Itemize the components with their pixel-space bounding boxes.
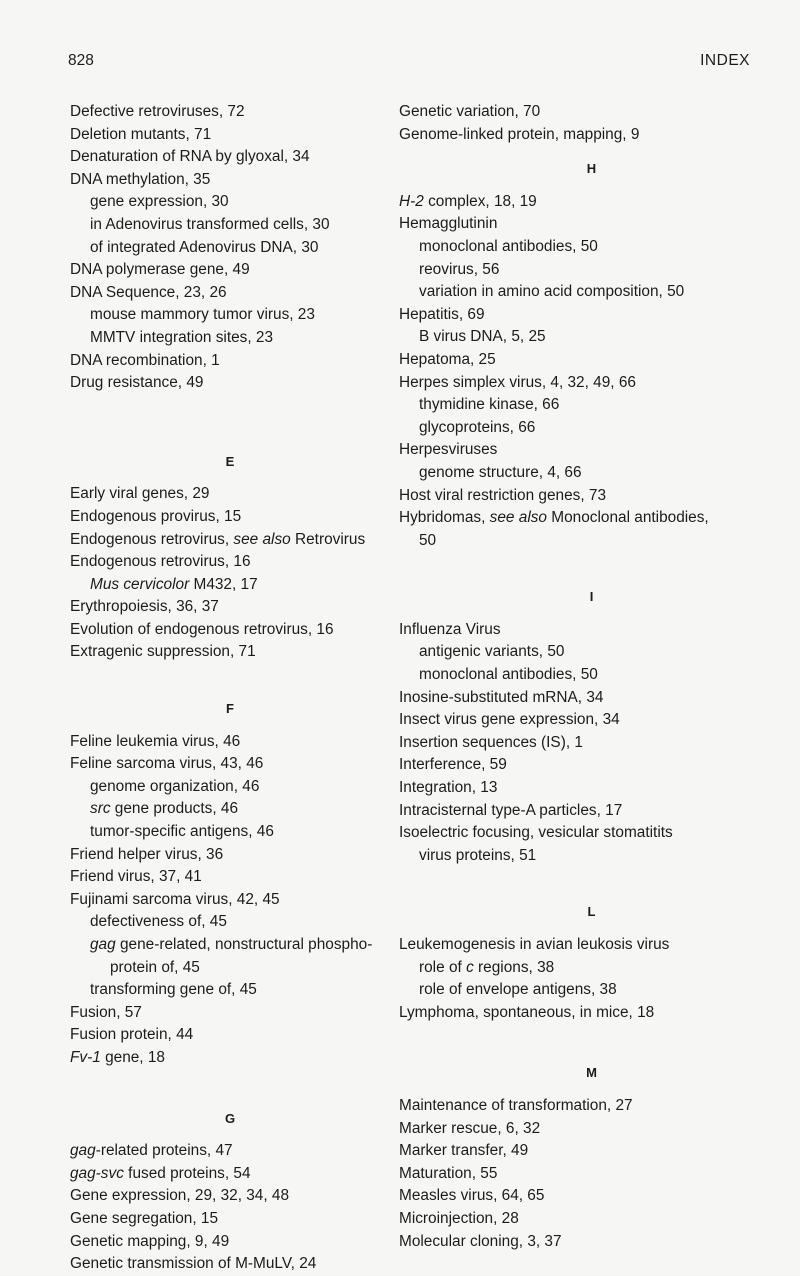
entry-text: Fujinami sarcoma virus, 42, 45 [70, 890, 280, 908]
entry-text: Host viral restriction genes, 73 [399, 486, 607, 504]
index-subentry [70, 979, 400, 1002]
entry-text: Evolution of endogenous retrovirus, 16 [70, 620, 334, 638]
entry-text: Deletion mutants, 71 [70, 125, 212, 143]
entry-italic-text: gag [90, 936, 116, 953]
index-entry [70, 350, 400, 373]
index-entry [70, 1140, 400, 1163]
page-header [68, 52, 750, 76]
entry-text: Genetic transmission of M-MuLV, 24 [70, 1255, 317, 1273]
entry-italic-text: src [90, 800, 111, 818]
entry-text: defectiveness of, 45 [90, 913, 227, 931]
index-subentry [399, 957, 794, 980]
entry-italic-text: Fv-1 [70, 1048, 101, 1066]
entry-text: Gene segregation, 15 [70, 1209, 219, 1227]
index-column-left [70, 101, 400, 1276]
section-spacer [399, 1085, 794, 1095]
entry-text: Friend virus, 37, 41 [70, 868, 202, 886]
entry-text-after: gene, 18 [100, 1048, 165, 1066]
entry-text: role of [419, 958, 467, 976]
index-entry-continuation [70, 957, 400, 980]
index-entry [399, 1140, 794, 1163]
index-subentry [399, 259, 794, 282]
index-entry [70, 753, 400, 776]
section-letter-heading: F [226, 701, 234, 717]
index-entry [399, 732, 794, 755]
entry-text: genome organization, 46 [90, 777, 260, 795]
section-letter-heading: I [589, 589, 594, 605]
entry-italic-text: see also [233, 530, 291, 548]
index-subentry [399, 530, 794, 553]
index-subentry [70, 574, 400, 597]
index-entry [70, 731, 400, 754]
entry-text: 50 [419, 531, 437, 549]
entry-text: Early viral genes, 29 [70, 485, 210, 503]
entry-text: DNA Sequence, 23, 26 [70, 283, 227, 301]
entry-text: Marker rescue, 6, 32 [399, 1119, 541, 1137]
entry-italic-text: gag-svc [70, 1164, 124, 1182]
index-entry [399, 709, 794, 732]
index-entry [399, 619, 794, 642]
index-entry [399, 1163, 794, 1186]
entry-text: genome structure, 4, 66 [419, 463, 582, 481]
index-entry [70, 282, 400, 305]
entry-text-after: M432, 17 [189, 575, 258, 593]
index-subentry [399, 394, 794, 417]
index-entry [70, 372, 400, 395]
entry-text: variation in amino acid composition, 50 [419, 283, 685, 301]
entry-text: Microinjection, 28 [399, 1209, 519, 1227]
page-number: 828 [68, 52, 94, 69]
section-spacer [70, 1130, 400, 1140]
index-entry [399, 754, 794, 777]
index-entry [399, 507, 794, 530]
index-subentry [399, 664, 794, 687]
section-spacer [70, 721, 400, 731]
entry-text: monoclonal antibodies, 50 [419, 237, 598, 255]
index-subentry [70, 327, 400, 350]
entry-text: transforming gene of, 45 [90, 981, 257, 999]
entry-text: Leukemogenesis in avian leukosis virus [399, 936, 670, 953]
entry-text: tumor-specific antigens, 46 [90, 823, 274, 841]
index-entry [70, 1208, 400, 1231]
section-spacer [70, 664, 400, 698]
entry-text: Measles virus, 64, 65 [399, 1187, 545, 1205]
entry-text: MMTV integration sites, 23 [90, 328, 274, 346]
entry-text: Intracisternal type-A particles, 17 [399, 801, 623, 819]
entry-text: Defective retroviruses, 72 [70, 103, 245, 120]
entry-text: Herpes simplex virus, 4, 32, 49, 66 [399, 373, 636, 391]
entry-text-after: gene products, 46 [110, 800, 239, 818]
entry-text: Fusion protein, 44 [70, 1026, 194, 1044]
entry-text: DNA polymerase gene, 49 [70, 261, 250, 279]
entry-text: Herpesviruses [399, 441, 498, 459]
entry-text: Drug resistance, 49 [70, 374, 204, 392]
index-entry [70, 259, 400, 282]
index-entry [399, 485, 794, 508]
entry-text: B virus DNA, 5, 25 [419, 328, 546, 346]
index-entry [70, 483, 400, 506]
entry-text: Inosine-substituted mRNA, 34 [399, 688, 604, 706]
entry-text: Isoelectric focusing, vesicular stomatitits [399, 824, 673, 842]
section-letter-heading: H [586, 161, 597, 177]
index-entry [399, 800, 794, 823]
index-entry [399, 1185, 794, 1208]
index-entry [399, 101, 794, 124]
entry-text: Marker transfer, 49 [399, 1142, 529, 1160]
index-entry [399, 934, 794, 957]
index-subentry [399, 236, 794, 259]
entry-italic-text: see also [489, 509, 547, 527]
index-entry [70, 146, 400, 169]
index-entry [399, 372, 794, 395]
index-entry [70, 1024, 400, 1047]
index-subentry [70, 776, 400, 799]
index-entry [399, 687, 794, 710]
index-subentry [70, 934, 400, 957]
entry-text: Interference, 59 [399, 756, 507, 774]
index-entry [70, 596, 400, 619]
section-spacer [399, 609, 794, 619]
entry-text-after: gene-related, nonstructural phospho- [115, 936, 373, 953]
entry-italic-text: Mus cervicolor [90, 575, 190, 593]
index-entry [399, 304, 794, 327]
index-entry [70, 1047, 400, 1070]
index-entry [70, 1253, 400, 1276]
section-spacer [399, 146, 794, 158]
section-letter-heading: L [587, 904, 596, 920]
entry-text: Fusion, 57 [70, 1003, 142, 1021]
section-spacer [70, 473, 400, 483]
entry-text: virus proteins, 51 [419, 846, 537, 864]
entry-text: Genome-linked protein, mapping, 9 [399, 125, 640, 143]
entry-text: Influenza Virus [399, 620, 501, 638]
entry-text: Hybridomas, [399, 509, 490, 527]
entry-text-after: regions, 38 [473, 958, 555, 976]
index-entry [399, 1208, 794, 1231]
entry-text: monoclonal antibodies, 50 [419, 666, 598, 684]
section-letter-heading: M [586, 1065, 597, 1081]
index-entry [399, 349, 794, 372]
entry-text: Friend helper virus, 36 [70, 845, 224, 863]
entry-text: Endogenous retrovirus, 16 [70, 553, 251, 571]
index-entry [399, 1231, 794, 1254]
index-entry [399, 439, 794, 462]
entry-text: Feline leukemia virus, 46 [70, 732, 241, 750]
index-subentry [70, 821, 400, 844]
index-entry [399, 124, 794, 147]
entry-italic-text: H-2 [399, 192, 424, 210]
entry-text: Hepatitis, 69 [399, 305, 485, 323]
index-entry [70, 889, 400, 912]
entry-text: thymidine kinase, 66 [419, 396, 560, 414]
index-subentry [399, 845, 794, 868]
index-entry [399, 191, 794, 214]
index-subentry [399, 326, 794, 349]
entry-text-after: complex, 18, 19 [423, 192, 537, 210]
index-entry [70, 551, 400, 574]
entry-text: Maintenance of transformation, 27 [399, 1096, 633, 1114]
index-entry [70, 169, 400, 192]
entry-text-after: Monoclonal antibodies, [547, 509, 709, 527]
entry-text: Genetic variation, 70 [399, 103, 541, 120]
entry-text: Lymphoma, spontaneous, in mice, 18 [399, 1003, 655, 1021]
running-head: INDEX [700, 52, 750, 69]
entry-text: Integration, 13 [399, 779, 498, 797]
index-entry [70, 1185, 400, 1208]
index-entry [70, 844, 400, 867]
section-spacer [399, 924, 794, 934]
index-entry [70, 506, 400, 529]
entry-text: Gene expression, 29, 32, 34, 48 [70, 1187, 290, 1205]
section-spacer [399, 181, 794, 191]
entry-italic-text: gag [70, 1142, 96, 1160]
section-spacer [399, 1024, 794, 1062]
index-entry [70, 124, 400, 147]
entry-text: Endogenous retrovirus, [70, 530, 234, 548]
entry-text-after: -related proteins, 47 [95, 1142, 233, 1160]
index-entry [399, 777, 794, 800]
index-entry [70, 866, 400, 889]
index-entry [70, 1231, 400, 1254]
index-column-right [399, 101, 794, 1253]
entry-italic-text: c [466, 958, 474, 976]
entry-text: of integrated Adenovirus DNA, 30 [90, 238, 319, 256]
index-entry [399, 1002, 794, 1025]
section-spacer [70, 1070, 400, 1108]
entry-text: Hepatoma, 25 [399, 350, 496, 368]
index-subentry [399, 979, 794, 1002]
section-spacer [399, 867, 794, 901]
entry-text: Feline sarcoma virus, 43, 46 [70, 755, 264, 773]
entry-text: protein of, 45 [110, 958, 200, 976]
entry-text: Maturation, 55 [399, 1164, 498, 1182]
index-subentry [70, 911, 400, 934]
entry-text: antigenic variants, 50 [419, 643, 565, 661]
index-subentry [70, 798, 400, 821]
entry-text: Denaturation of RNA by glyoxal, 34 [70, 148, 310, 166]
entry-text: Insertion sequences (IS), 1 [399, 733, 583, 751]
entry-text-after: Retrovirus [290, 530, 366, 548]
index-subentry [399, 462, 794, 485]
section-letter-heading: E [225, 453, 235, 469]
entry-text: glycoproteins, 66 [419, 418, 536, 436]
section-spacer [399, 552, 794, 586]
entry-text: mouse mammory tumor virus, 23 [90, 306, 315, 324]
entry-text: Molecular cloning, 3, 37 [399, 1232, 562, 1250]
index-entry [70, 529, 400, 552]
index-subentry [399, 417, 794, 440]
index-entry [70, 101, 400, 124]
index-subentry [399, 641, 794, 664]
entry-text-after: fused proteins, 54 [123, 1164, 251, 1182]
index-subentry [70, 214, 400, 237]
entry-text: Erythropoiesis, 36, 37 [70, 598, 219, 616]
entry-text: Insect virus gene expression, 34 [399, 711, 620, 729]
index-subentry [70, 237, 400, 260]
entry-text: gene expression, 30 [90, 193, 229, 211]
entry-text: Genetic mapping, 9, 49 [70, 1232, 230, 1250]
entry-text: role of envelope antigens, 38 [419, 981, 617, 999]
index-subentry [70, 191, 400, 214]
index-entry [70, 1163, 400, 1186]
entry-text: in Adenovirus transformed cells, 30 [90, 215, 330, 233]
index-entry [70, 1002, 400, 1025]
index-entry [70, 641, 400, 664]
index-entry [399, 822, 794, 845]
index-entry [399, 1095, 794, 1118]
index-entry [70, 619, 400, 642]
entry-text: Extragenic suppression, 71 [70, 643, 256, 661]
entry-text: Endogenous provirus, 15 [70, 507, 242, 525]
entry-text: Hemagglutinin [399, 215, 498, 233]
section-letter-heading: G [224, 1110, 236, 1126]
index-subentry [70, 304, 400, 327]
index-subentry [399, 281, 794, 304]
entry-text: DNA recombination, 1 [70, 351, 220, 369]
section-spacer [70, 395, 400, 451]
index-entry [399, 213, 794, 236]
entry-text: reovirus, 56 [419, 260, 500, 278]
entry-text: DNA methylation, 35 [70, 170, 211, 188]
index-entry [399, 1118, 794, 1141]
